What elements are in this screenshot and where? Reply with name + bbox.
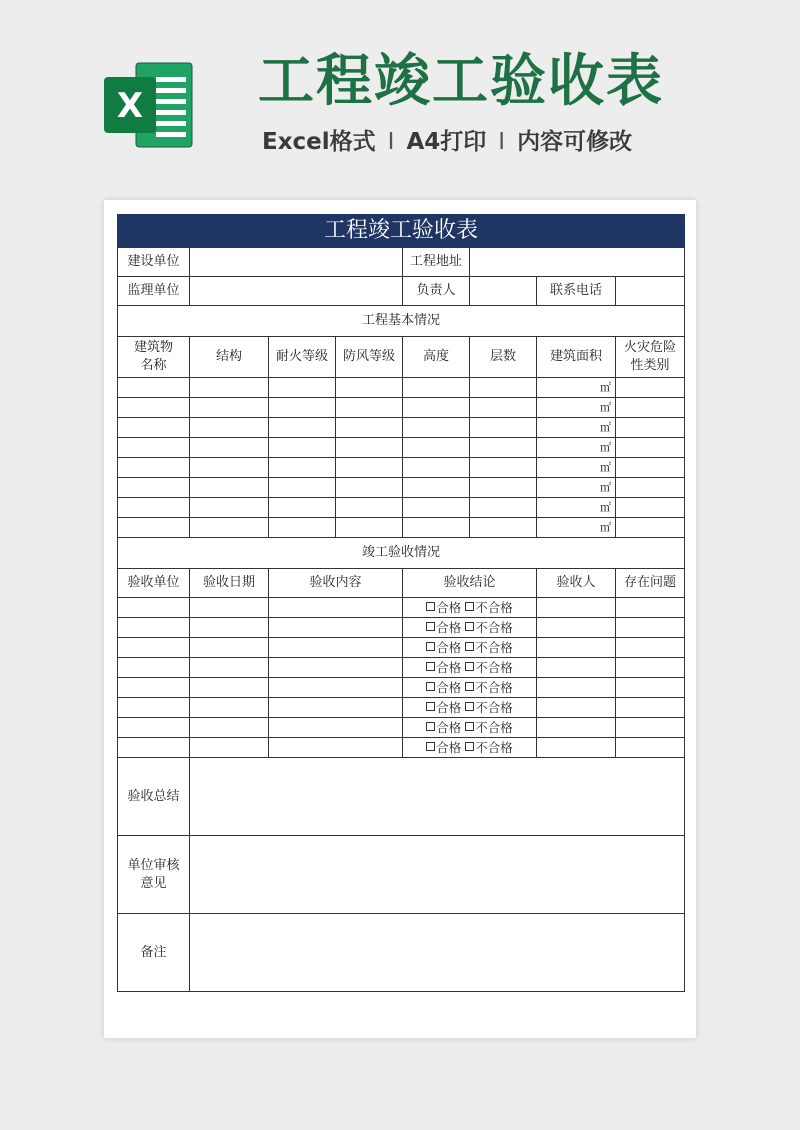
construction-unit-field[interactable] <box>190 248 403 277</box>
header-banner <box>0 0 800 200</box>
building-cell[interactable] <box>470 478 537 498</box>
fail-checkbox[interactable] <box>465 622 474 631</box>
acceptance-cell[interactable] <box>118 678 190 698</box>
acceptance-cell[interactable] <box>118 698 190 718</box>
pass-checkbox[interactable] <box>426 722 435 731</box>
fail-checkbox[interactable] <box>465 642 474 651</box>
building-cell[interactable] <box>470 458 537 478</box>
area-unit-cell[interactable]: ㎡ <box>537 378 616 398</box>
fail-checkbox[interactable] <box>465 662 474 671</box>
building-cell[interactable] <box>403 458 470 478</box>
col-fire-hazard-class: 火灾危险 性类别 <box>616 337 685 378</box>
result-checkboxes <box>403 718 537 738</box>
acceptance-cell[interactable] <box>269 738 403 758</box>
acceptance-cell[interactable] <box>616 658 685 678</box>
acceptance-cell[interactable] <box>537 718 616 738</box>
acceptance-cell[interactable] <box>269 698 403 718</box>
acceptance-cell[interactable] <box>118 598 190 618</box>
acceptance-row <box>118 698 685 718</box>
building-row <box>118 378 685 398</box>
building-cell[interactable] <box>190 478 269 498</box>
building-cell[interactable] <box>269 498 336 518</box>
pass-label: 合格 <box>436 599 462 615</box>
building-cell[interactable] <box>269 458 336 478</box>
building-cell[interactable] <box>190 458 269 478</box>
fail-checkbox[interactable] <box>465 682 474 691</box>
building-cell[interactable] <box>336 518 403 538</box>
acceptance-cell[interactable] <box>118 718 190 738</box>
acceptance-cell[interactable] <box>616 678 685 698</box>
label-construction-unit: 建设单位 <box>118 248 190 277</box>
acceptance-cell[interactable] <box>118 738 190 758</box>
area-unit-cell[interactable]: ㎡ <box>537 498 616 518</box>
area-unit-cell[interactable]: ㎡ <box>537 438 616 458</box>
acceptance-cell[interactable] <box>190 638 269 658</box>
building-cell[interactable] <box>118 378 190 398</box>
building-cell[interactable] <box>118 498 190 518</box>
label-unit-review: 单位审核 意见 <box>118 836 190 914</box>
summary-field[interactable] <box>190 758 685 836</box>
building-cell[interactable] <box>118 398 190 418</box>
subtitle-editable: 内容可修改 <box>517 129 633 155</box>
building-cell[interactable] <box>616 398 685 418</box>
label-supervision-unit: 监理单位 <box>118 277 190 306</box>
building-cell[interactable] <box>190 418 269 438</box>
building-cell[interactable] <box>336 458 403 478</box>
building-row <box>118 458 685 478</box>
building-cell[interactable] <box>403 438 470 458</box>
col-issues: 存在问题 <box>616 569 685 598</box>
acceptance-cell[interactable] <box>537 638 616 658</box>
acceptance-cell[interactable] <box>269 638 403 658</box>
fail-checkbox[interactable] <box>465 722 474 731</box>
acceptance-cell[interactable] <box>537 618 616 638</box>
building-cell[interactable] <box>470 418 537 438</box>
col-structure: 结构 <box>190 337 269 378</box>
building-cell[interactable] <box>269 518 336 538</box>
building-cell[interactable] <box>470 378 537 398</box>
fail-checkbox[interactable] <box>465 702 474 711</box>
fail-checkbox[interactable] <box>465 602 474 611</box>
building-cell[interactable] <box>269 438 336 458</box>
building-cell[interactable] <box>190 498 269 518</box>
pass-checkbox[interactable] <box>426 642 435 651</box>
acceptance-cell[interactable] <box>118 618 190 638</box>
building-cell[interactable] <box>190 398 269 418</box>
pass-label: 合格 <box>436 679 462 695</box>
building-cell[interactable] <box>336 398 403 418</box>
result-checkboxes <box>403 638 537 658</box>
col-acceptance-content: 验收内容 <box>269 569 403 598</box>
acceptance-row <box>118 618 685 638</box>
acceptance-cell[interactable] <box>616 598 685 618</box>
col-acceptance-result: 验收结论 <box>403 569 537 598</box>
building-cell[interactable] <box>403 498 470 518</box>
building-cell[interactable] <box>470 398 537 418</box>
pass-label: 合格 <box>436 619 462 635</box>
excel-icon <box>100 57 196 153</box>
page-subtitle <box>262 124 702 160</box>
pass-label: 合格 <box>436 699 462 715</box>
building-row <box>118 398 685 418</box>
acceptance-row <box>118 678 685 698</box>
pass-label: 合格 <box>436 719 462 735</box>
building-cell[interactable] <box>336 478 403 498</box>
result-checkboxes <box>403 618 537 638</box>
col-wind-rating: 防风等级 <box>336 337 403 378</box>
building-cell[interactable] <box>336 418 403 438</box>
building-cell[interactable] <box>118 418 190 438</box>
pass-checkbox[interactable] <box>426 602 435 611</box>
fail-label: 不合格 <box>475 739 513 755</box>
pass-checkbox[interactable] <box>426 702 435 711</box>
building-cell[interactable] <box>269 398 336 418</box>
building-cell[interactable] <box>403 378 470 398</box>
contact-phone-field[interactable] <box>616 277 685 306</box>
pass-checkbox[interactable] <box>426 622 435 631</box>
fail-label: 不合格 <box>475 639 513 655</box>
building-cell[interactable] <box>269 418 336 438</box>
acceptance-cell[interactable] <box>118 638 190 658</box>
pass-label: 合格 <box>436 739 462 755</box>
acceptance-cell[interactable] <box>537 598 616 618</box>
building-cell[interactable] <box>190 438 269 458</box>
building-row <box>118 478 685 498</box>
building-cell[interactable] <box>336 498 403 518</box>
fail-label: 不合格 <box>475 719 513 735</box>
pass-checkbox[interactable] <box>426 682 435 691</box>
area-unit-cell[interactable]: ㎡ <box>537 518 616 538</box>
acceptance-cell[interactable] <box>190 598 269 618</box>
col-floors: 层数 <box>470 337 537 378</box>
section-basic-info: 工程基本情况 <box>118 306 685 337</box>
building-cell[interactable] <box>118 438 190 458</box>
acceptance-row <box>118 718 685 738</box>
building-row <box>118 518 685 538</box>
subtitle-separator: I <box>387 129 395 155</box>
pass-label: 合格 <box>436 659 462 675</box>
form-title: 工程竣工验收表 <box>118 215 685 248</box>
label-notes: 备注 <box>118 914 190 992</box>
section-acceptance: 竣工验收情况 <box>118 538 685 569</box>
acceptance-cell[interactable] <box>269 598 403 618</box>
acceptance-cell[interactable] <box>190 618 269 638</box>
building-cell[interactable] <box>403 418 470 438</box>
fail-label: 不合格 <box>475 599 513 615</box>
building-cell[interactable] <box>336 378 403 398</box>
area-unit-cell[interactable]: ㎡ <box>537 458 616 478</box>
building-cell[interactable] <box>190 518 269 538</box>
acceptance-cell[interactable] <box>190 738 269 758</box>
building-cell[interactable] <box>616 378 685 398</box>
acceptance-cell[interactable] <box>616 638 685 658</box>
building-row <box>118 418 685 438</box>
building-cell[interactable] <box>118 478 190 498</box>
fail-label: 不合格 <box>475 679 513 695</box>
result-checkboxes <box>403 598 537 618</box>
col-acceptance-date: 验收日期 <box>190 569 269 598</box>
col-fire-rating: 耐火等级 <box>269 337 336 378</box>
fail-label: 不合格 <box>475 659 513 675</box>
building-cell[interactable] <box>616 518 685 538</box>
acceptance-cell[interactable] <box>616 738 685 758</box>
subtitle-format: Excel格式 <box>262 129 376 155</box>
acceptance-cell[interactable] <box>190 658 269 678</box>
col-floor-area: 建筑面积 <box>537 337 616 378</box>
acceptance-cell[interactable] <box>269 678 403 698</box>
building-cell[interactable] <box>269 478 336 498</box>
acceptance-cell[interactable] <box>269 658 403 678</box>
subtitle-separator: I <box>498 129 506 155</box>
col-building-name: 建筑物 名称 <box>118 337 190 378</box>
building-row <box>118 438 685 458</box>
acceptance-cell[interactable] <box>537 658 616 678</box>
building-cell[interactable] <box>336 438 403 458</box>
label-project-address: 工程地址 <box>403 248 470 277</box>
acceptance-cell[interactable] <box>118 658 190 678</box>
col-height: 高度 <box>403 337 470 378</box>
building-cell[interactable] <box>118 458 190 478</box>
acceptance-cell[interactable] <box>269 618 403 638</box>
label-contact-phone: 联系电话 <box>537 277 616 306</box>
area-unit-cell[interactable]: ㎡ <box>537 398 616 418</box>
building-cell[interactable] <box>403 478 470 498</box>
pass-label: 合格 <box>436 639 462 655</box>
acceptance-cell[interactable] <box>190 678 269 698</box>
result-checkboxes <box>403 738 537 758</box>
person-in-charge-field[interactable] <box>470 277 537 306</box>
acceptance-cell[interactable] <box>190 698 269 718</box>
label-summary: 验收总结 <box>118 758 190 836</box>
fail-label: 不合格 <box>475 619 513 635</box>
building-cell[interactable] <box>118 518 190 538</box>
building-row <box>118 498 685 518</box>
pass-checkbox[interactable] <box>426 742 435 751</box>
subtitle-print: A4打印 <box>406 129 487 155</box>
building-cell[interactable] <box>616 458 685 478</box>
fail-label: 不合格 <box>475 699 513 715</box>
fail-checkbox[interactable] <box>465 742 474 751</box>
acceptance-cell[interactable] <box>616 718 685 738</box>
pass-checkbox[interactable] <box>426 662 435 671</box>
logo-letter: X <box>116 86 144 126</box>
acceptance-cell[interactable] <box>537 698 616 718</box>
acceptance-cell[interactable] <box>537 738 616 758</box>
acceptance-form <box>117 214 685 992</box>
unit-review-field[interactable] <box>190 836 685 914</box>
col-inspector: 验收人 <box>537 569 616 598</box>
supervision-unit-field[interactable] <box>190 277 403 306</box>
building-cell[interactable] <box>616 438 685 458</box>
acceptance-row <box>118 638 685 658</box>
result-checkboxes <box>403 698 537 718</box>
building-cell[interactable] <box>616 418 685 438</box>
building-cell[interactable] <box>403 398 470 418</box>
acceptance-cell[interactable] <box>190 718 269 738</box>
col-acceptance-unit: 验收单位 <box>118 569 190 598</box>
building-cell[interactable] <box>403 518 470 538</box>
acceptance-row <box>118 738 685 758</box>
building-cell[interactable] <box>269 378 336 398</box>
building-cell[interactable] <box>616 478 685 498</box>
area-unit-cell[interactable]: ㎡ <box>537 418 616 438</box>
building-cell[interactable] <box>470 498 537 518</box>
building-cell[interactable] <box>470 438 537 458</box>
building-cell[interactable] <box>470 518 537 538</box>
acceptance-cell[interactable] <box>269 718 403 738</box>
notes-field[interactable] <box>190 914 685 992</box>
page-title: 工程竣工验收表 <box>258 49 664 114</box>
acceptance-row <box>118 658 685 678</box>
area-unit-cell[interactable]: ㎡ <box>537 478 616 498</box>
result-checkboxes <box>403 658 537 678</box>
project-address-field[interactable] <box>470 248 685 277</box>
acceptance-cell[interactable] <box>616 698 685 718</box>
label-person-in-charge: 负责人 <box>403 277 470 306</box>
acceptance-cell[interactable] <box>616 618 685 638</box>
acceptance-row <box>118 598 685 618</box>
result-checkboxes <box>403 678 537 698</box>
acceptance-cell[interactable] <box>537 678 616 698</box>
building-cell[interactable] <box>616 498 685 518</box>
building-cell[interactable] <box>190 378 269 398</box>
